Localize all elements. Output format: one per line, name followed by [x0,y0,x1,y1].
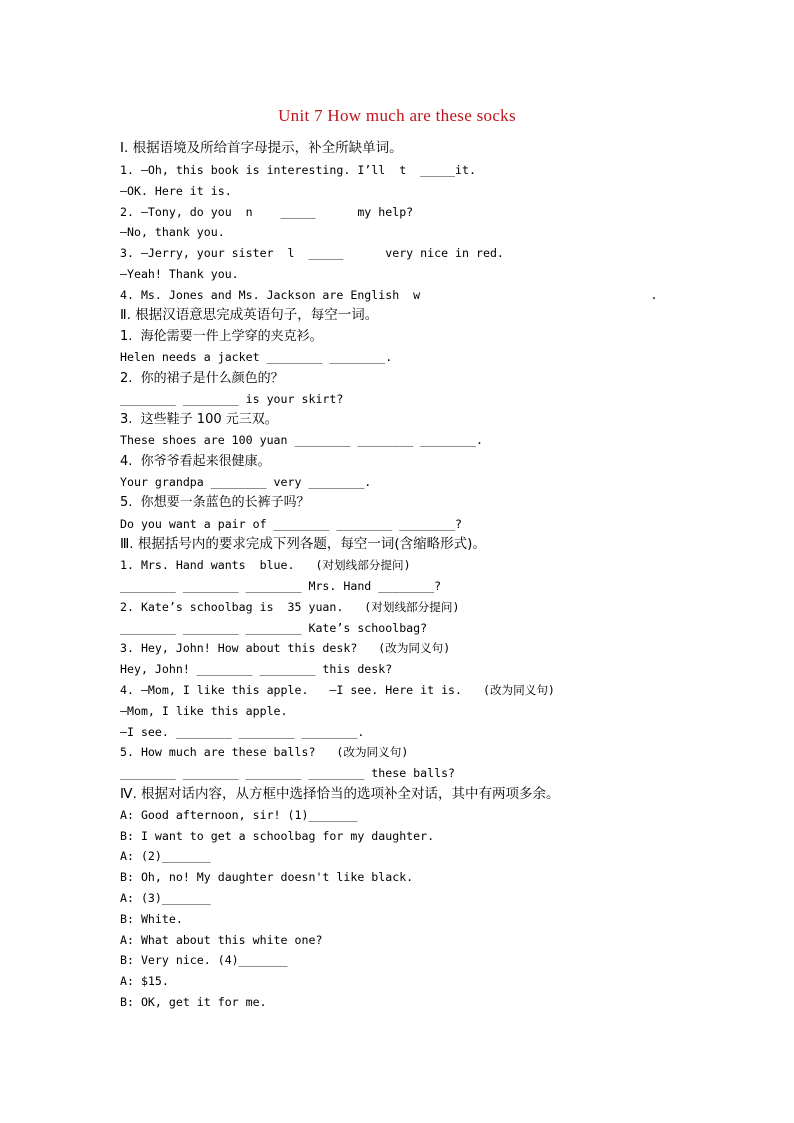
exercise-line: Do you want a pair of ________ ________ ________? [120,517,463,531]
section-2-heading: Ⅱ. 根据汉语意思完成英语句子，每空一词。 [120,307,379,323]
exercise-line: Hey, John! ________ ________ this desk? [120,662,393,676]
exercise-line: ________ ________ ________ ________ these balls? [120,766,456,780]
chinese-prompt: 3. 这些鞋子 100 元三双。 [120,412,278,427]
chinese-prompt: 1. 海伦需要一件上学穿的夹克衫。 [120,329,323,344]
exercise-line: —Yeah! Thank you. [120,267,239,281]
section-4-heading: Ⅳ. 根据对话内容，从方框中选择恰当的选项补全对话，其中有两项多余。 [120,786,560,802]
exercise-line: 2. Kate’s schoolbag is 35 yuan. (对划线部分提问) [120,600,460,614]
section-1-heading: Ⅰ. 根据语境及所给首字母提示，补全所缺单词。 [120,140,403,156]
exercise-line: 1. —Oh, this book is interesting. I’ll t _____it. [120,163,476,177]
exercise-line: Helen needs a jacket ________ ________. [120,350,393,364]
exercise-line: ________ ________ is your skirt? [120,392,344,406]
dialogue-line: B: I want to get a schoolbag for my daughter. [120,829,435,843]
chinese-prompt: 2. 你的裙子是什么颜色的？ [120,371,284,386]
dialogue-line: A: (3)_______ [120,891,211,905]
dialogue-line: A: $15. [120,974,169,988]
exercise-line: 3. Hey, John! How about this desk? (改为同义句) [120,641,451,655]
chinese-prompt: 5. 你想要一条蓝色的长裤子吗？ [120,495,310,510]
dialogue-line: A: Good afternoon, sir! (1)_______ [120,808,358,822]
exercise-line: 1. Mrs. Hand wants blue. (对划线部分提问) [120,558,411,572]
exercise-line: 4. Ms. Jones and Ms. Jackson are English w . [120,288,658,302]
exercise-line: —OK. Here it is. [120,184,232,198]
exercise-line: —Mom, I like this apple. [120,704,288,718]
exercise-line: 5. How much are these balls? (改为同义句) [120,745,409,759]
exercise-line: Your grandpa ________ very ________. [120,475,372,489]
exercise-line: 3. —Jerry, your sister l _____ very nice in red. [120,246,504,260]
dialogue-line: B: White. [120,912,183,926]
exercise-line: —I see. ________ ________ ________. [120,725,365,739]
exercise-line: ________ ________ ________ Mrs. Hand ________? [120,579,442,593]
chinese-prompt: 4. 你爷爷看起来很健康。 [120,454,271,469]
section-3-heading: Ⅲ. 根据括号内的要求完成下列各题，每空一词(含缩略形式)。 [120,536,486,552]
dialogue-line: B: OK, get it for me. [120,995,267,1009]
exercise-line: —No, thank you. [120,225,225,239]
exercise-line: 4. —Mom, I like this apple. —I see. Here it is. (改为同义句) [120,683,555,697]
exercise-line: 2. —Tony, do you n _____ my help? [120,205,414,219]
page-title: Unit 7 How much are these socks [278,106,516,125]
dialogue-line: A: What about this white one? [120,933,323,947]
exercise-line: ________ ________ ________ Kate’s schoolbag? [120,621,428,635]
exercise-line: These shoes are 100 yuan ________ ________ ________. [120,433,483,447]
dialogue-line: A: (2)_______ [120,849,211,863]
dialogue-line: B: Oh, no! My daughter doesn't like black. [120,870,414,884]
dialogue-line: B: Very nice. (4)_______ [120,953,288,967]
